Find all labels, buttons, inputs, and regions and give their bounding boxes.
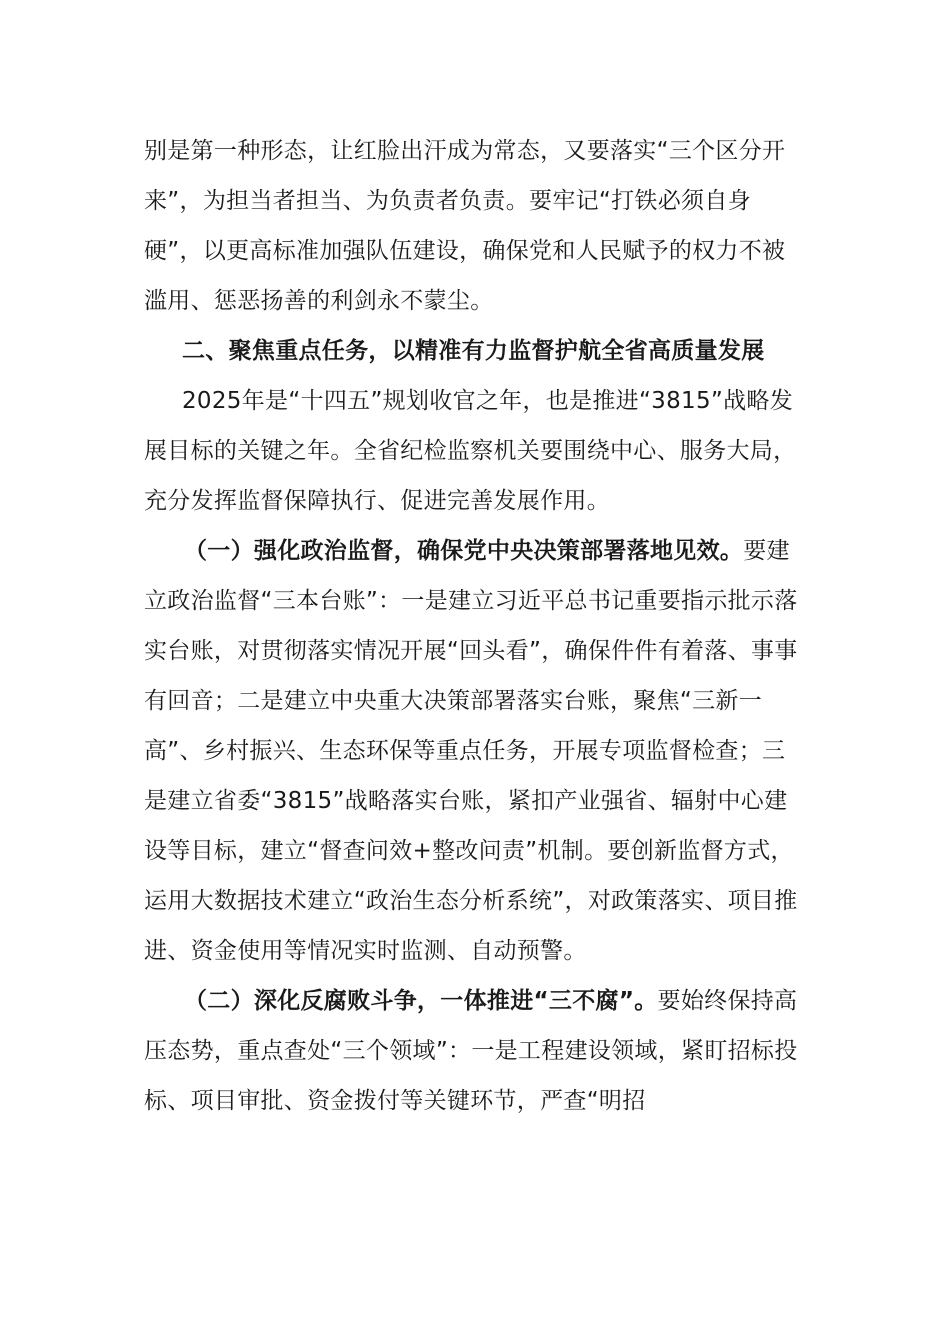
section-heading: 二、聚焦重点任务，以精准有力监督护航全省高质量发展 (182, 338, 765, 364)
subheading-anti-corruption: （二）深化反腐败斗争，一体推进“三不腐”。 (184, 988, 658, 1014)
subheading-political-supervision: （一）强化政治监督，确保党中央决策部署落地见效。 (184, 538, 744, 564)
document-body (144, 126, 804, 1126)
paragraph-body: 要始终保持高压态势，重点查处“三个领域”：一是工程建设领域，紧盯招标投标、项目审批、资金拨付等关键环节，严查“明招 (144, 988, 798, 1114)
paragraph-anti-corruption (144, 976, 804, 1126)
paragraph-continuation: 别是第一种形态，让红脸出汗成为常态，又要落实“三个区分开来”，为担当者担当、为负责者负责。要牢记“打铁必须自身硬”，以更高标准加强队伍建设，确保党和人民赋予的权力不被滥用、惩恶扬善的利剑永不蒙尘。 (144, 138, 786, 314)
paragraph-intro: 2025年是“十四五”规划收官之年，也是推进“3815”战略发展目标的关键之年。全省纪检监察机关要围绕中心、服务大局，充分发挥监督保障执行、促进完善发展作用。 (144, 388, 797, 514)
paragraph-political-supervision (144, 526, 804, 976)
paragraph-body: 要建立政治监督“三本台账”：一是建立习近平总书记重要指示批示落实台账，对贯彻落实情况开展“回头看”，确保件件有着落、事事有回音；二是建立中央重大决策部署落实台账，聚焦“三新一高”、乡村振兴、生态环保等重点任务，开展专项监督检查；三是建立省委“3815”战略落实台账，紧扣产业强省、辐射中心建设等目标，建立“督查问效+整改问责”机制。要创新监督方式，运用大数据技术建立“政治生态分析系统”，对政策落实、项目推进、资金使用等情况实时监测、自动预警。 (144, 538, 798, 964)
